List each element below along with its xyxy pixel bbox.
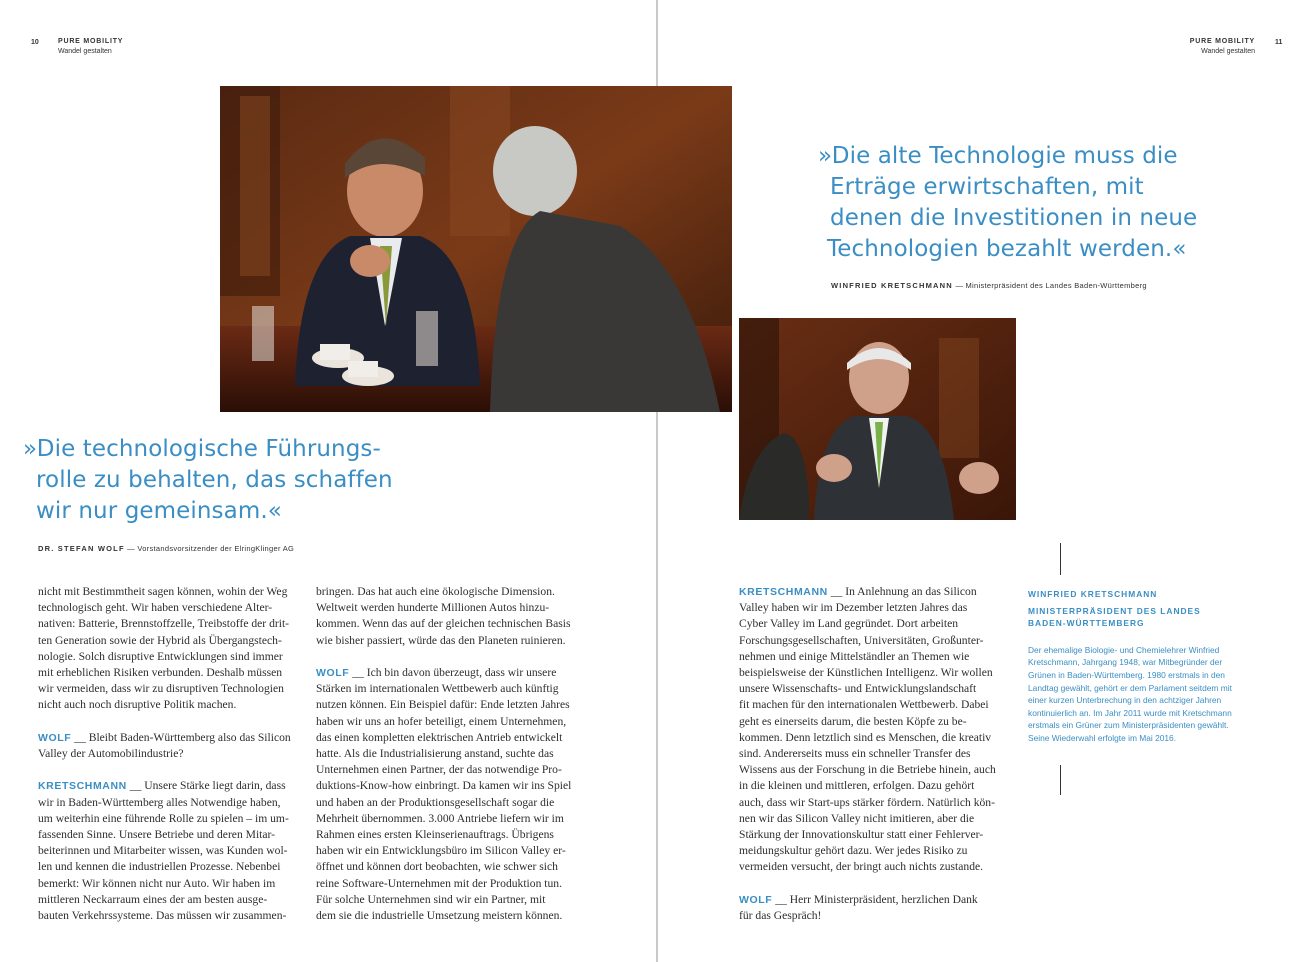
paragraph: [316, 665, 571, 924]
text-line: nen wir das Silicon Valley nicht imitieren, aber die: [739, 811, 975, 825]
pull-quote-kretschmann: [818, 141, 1197, 265]
text-line: meidungskultur gehört dazu. Wer jedes Risiko zu: [739, 844, 968, 858]
pull-quote-wolf: [23, 434, 393, 527]
text-line: Weltweit werden hunderte Millionen Autos hinzu-: [316, 601, 550, 615]
sidebar-heading: WINFRIED KRETSCHMANN: [1028, 589, 1158, 599]
text-line: fit machen für den internationalen Wettbewerb. Dabei: [739, 698, 989, 712]
text-line: nehmen und einige Mittelständler an Themen wie: [739, 649, 970, 663]
running-header-subtitle: Wandel gestalten: [58, 48, 112, 55]
photo-kretschmann-illustration: [739, 318, 1016, 520]
speaker-label: WOLF: [38, 731, 72, 744]
quote-line: Erträge erwirtschaften, mit: [830, 174, 1144, 200]
sidebar-text-line: Landtag gewählt, gehört er dem Parlament seitdem mit: [1028, 682, 1232, 693]
running-header-right: [1190, 37, 1255, 57]
quote-attribution-wolf: [38, 544, 294, 553]
text-fragment: __ Herr Ministerpräsident, herzlichen Dank: [775, 892, 978, 906]
text-fragment: __ In Anlehnung an das Silicon: [830, 585, 977, 598]
text-line: Wissens aus der Forschung in die Betriebe hinein, auch: [739, 763, 996, 777]
text-line: um weiterhin eine führende Rolle zu spielen – im um-: [38, 811, 289, 825]
text-line: [739, 584, 996, 600]
quote-author: WINFRIED KRETSCHMANN: [831, 281, 953, 290]
quote-line: wir nur gemeinsam.«: [36, 498, 282, 524]
quote-line: »Die technologische Führungs-: [23, 436, 381, 462]
text-line: sind. Andererseits muss ein schneller Transfer des: [739, 747, 971, 761]
text-line: reine Software-Unternehmen mit der Produktion tun.: [316, 876, 562, 890]
text-line: ten Generation sowie der Hybrid als Übergangstech-: [38, 633, 282, 647]
running-header-left: [58, 37, 123, 57]
text-line: vermeiden versucht, der bringt auch nichts zustande.: [739, 860, 984, 874]
text-line: bemerkt: Wir können nicht nur Auto. Wir haben im: [38, 876, 276, 890]
sidebar-text-line: erstmals ein Grüner zum Ministerpräsidenten gewählt.: [1028, 720, 1229, 731]
text-line: öffnet und können dort beobachten, wie schwer sich: [316, 860, 558, 874]
text-line: fassenden Sinne. Unsere Betriebe und deren Mitar-: [38, 828, 276, 842]
text-line: dem sie die industrielle Umsetzung meistern können.: [316, 909, 563, 923]
text-line: bauten Verkehrssysteme. Das müssen wir zusammen-: [38, 909, 287, 923]
page-number-right: 11: [1275, 39, 1283, 46]
text-line: unsere Wissenschafts- und Entwicklungslandschaft: [739, 682, 977, 696]
text-line: kommen. Wenn das auf der gleichen technischen Basis: [316, 617, 571, 631]
text-line: geht es einerseits darum, die besten Köpfe zu be-: [739, 714, 967, 728]
running-header-title: PURE MOBILITY: [58, 38, 124, 45]
sidebar-text-line: kontinuierlich an. Im Jahr 2011 wurde mit Kretschmann: [1028, 707, 1232, 718]
text-line: kommen. Denn letztlich sind es Menschen, die kreativ: [739, 730, 992, 744]
text-line: haben wir uns an hofer beteiligt, einem Unternehmen,: [316, 714, 567, 728]
text-fragment: __ Unsere Stärke liegt darin, dass: [129, 779, 286, 793]
page-number-left: 10: [31, 39, 39, 46]
speaker-label: WOLF: [739, 893, 773, 906]
photo-interview-kretschmann: [739, 318, 1016, 520]
text-line: wir in Baden-Württemberg alles Notwendige haben,: [38, 795, 281, 809]
text-line: [38, 778, 291, 794]
quote-author: DR. STEFAN WOLF: [38, 544, 125, 553]
text-line: len und kennen die industriellen Prozesse. Nebenbei: [38, 860, 281, 874]
body-column-right-1: [739, 584, 996, 940]
text-line: Mehrheit übernommen. 3.000 Antriebe liefern wir im: [316, 811, 564, 825]
text-line: mittleren Neckarraum eines der am besten ausge-: [38, 892, 268, 906]
sidebar-text-line: Der ehemalige Biologie- und Chemielehrer Winfried: [1028, 644, 1220, 655]
photo-wolf-illustration: [220, 86, 732, 412]
text-fragment: __ Bleibt Baden-Württemberg also das Silicon: [74, 730, 291, 744]
body-column-left-1: [38, 584, 291, 940]
text-line: technologisch geht. Wir haben verschiedene Alter-: [38, 601, 273, 615]
text-line: Rahmen eines ersten Kleinserienauftrags. Übrigens: [316, 828, 554, 842]
quote-role: — Vorstandsvorsitzender der ElringKlinger AG: [127, 544, 295, 553]
text-line: beispielsweise der Künstlichen Intelligenz. Wir wollen: [739, 666, 993, 680]
text-line: Unternehmen einen Partner, der das notwendige Pro-: [316, 763, 562, 777]
text-line: Stärkung der Innovationskultur statt einer Fehlerver-: [739, 828, 984, 842]
text-line: in die kleinen und mittleren, erfolgen. Dazu gehört: [739, 779, 975, 793]
text-line: wie bisher passiert, würde das den Planeten ruinieren.: [316, 633, 566, 647]
speaker-label: KRETSCHMANN: [38, 780, 127, 793]
sidebar-text-line: Grünen in Baden-Württemberg. 1980 erstmals in den: [1028, 669, 1225, 680]
quote-attribution-kretschmann: [831, 281, 1147, 290]
paragraph: [739, 584, 996, 876]
text-line: wir vermeiden, dass wir zu disruptiven Technologien: [38, 682, 284, 696]
quote-line: denen die Investitionen in neue: [830, 205, 1198, 231]
sidebar-heading: BADEN-WÜRTTEMBERG: [1028, 618, 1145, 629]
text-fragment: __ Ich bin davon überzeugt, dass wir unsere: [352, 666, 557, 679]
text-line: und haben an der Produktionsgesellschaft sogar die: [316, 795, 555, 809]
quote-role: — Ministerpräsident des Landes Baden-Württemberg: [955, 281, 1147, 290]
sidebar-text-line: einer kurzen Unterbrechung in den achtziger Jahren: [1028, 695, 1222, 706]
paragraph: [316, 584, 571, 649]
text-line: nicht auch noch disruptive Politik machen.: [38, 698, 237, 712]
running-header-subtitle: Wandel gestalten: [1201, 48, 1255, 55]
text-line: nologie. Solch disruptive Entwicklungen sind immer: [38, 649, 283, 663]
text-line: das einen kompletten elektrischen Antrieb entwickelt: [316, 730, 563, 744]
photo-interview-wolf: [220, 86, 732, 412]
text-line: Valley haben wir im Dezember letzten Jahres das: [739, 601, 968, 615]
text-line: nicht mit Bestimmtheit sagen können, wohin der Weg: [38, 585, 288, 598]
text-line: nativen: Batterie, Brennstoffzelle, Treibstoffe der drit-: [38, 617, 290, 631]
text-line: [739, 892, 996, 908]
text-line: [316, 665, 571, 681]
text-line: Stärken im internationalen Wettbewerb auch künftig: [316, 682, 559, 696]
paragraph: [38, 778, 291, 924]
text-line: bringen. Das hat auch eine ökologische Dimension.: [316, 585, 555, 598]
sidebar-text-line: Seine Wiederwahl erfolgte im Mai 2016.: [1028, 732, 1177, 743]
paragraph: [739, 892, 996, 924]
quote-line: »Die alte Technologie muss die: [818, 143, 1178, 169]
body-column-left-2: [316, 584, 571, 940]
text-line: für das Gespräch!: [739, 909, 822, 923]
text-line: Für solche Unternehmen sind wir ein Partner, mit: [316, 892, 546, 906]
paragraph: [38, 584, 291, 714]
running-header-title: PURE MOBILITY: [1189, 38, 1255, 45]
text-line: auch, dass wir Start-ups stärker fördern. Natürlich kön-: [739, 795, 995, 809]
speaker-label: WOLF: [316, 667, 350, 679]
text-line: [38, 730, 291, 746]
text-line: nutzen können. Ein Beispiel dafür: Ende letzten Jahres: [316, 698, 570, 712]
sidebar-rule-top: [1060, 543, 1061, 575]
sidebar-text-line: Kretschmann, Jahrgang 1948, war Mitbegründer der: [1028, 657, 1223, 668]
quote-line: rolle zu behalten, das schaffen: [36, 467, 393, 493]
text-line: Forschungsgesellschaften, Universitäten, Großunter-: [739, 633, 984, 647]
paragraph: [38, 730, 291, 762]
sidebar-rule-bottom: [1060, 765, 1061, 795]
sidebar-heading: MINISTERPRÄSIDENT DES LANDES: [1028, 605, 1201, 616]
text-line: Cyber Valley im Land gegründet. Dort arbeiten: [739, 617, 959, 631]
text-line: haben wir ein Entwicklungsbüro im Silicon Valley er-: [316, 844, 566, 858]
text-line: Valley der Automobilindustrie?: [38, 747, 184, 761]
sidebar-bio: [1028, 588, 1232, 745]
text-line: beiterinnen und Mitarbeiter wissen, was Kunden wol-: [38, 844, 288, 858]
text-line: duktions-Know-how einbringt. Da kamen wir ins Spiel: [316, 779, 572, 793]
text-line: mit erheblichen Risiken verbunden. Deshalb müssen: [38, 666, 283, 680]
speaker-label: KRETSCHMANN: [739, 586, 828, 598]
text-line: hatte. Als die Industrialisierung anstand, suchte das: [316, 747, 554, 761]
quote-line: Technologien bezahlt werden.«: [827, 236, 1187, 262]
